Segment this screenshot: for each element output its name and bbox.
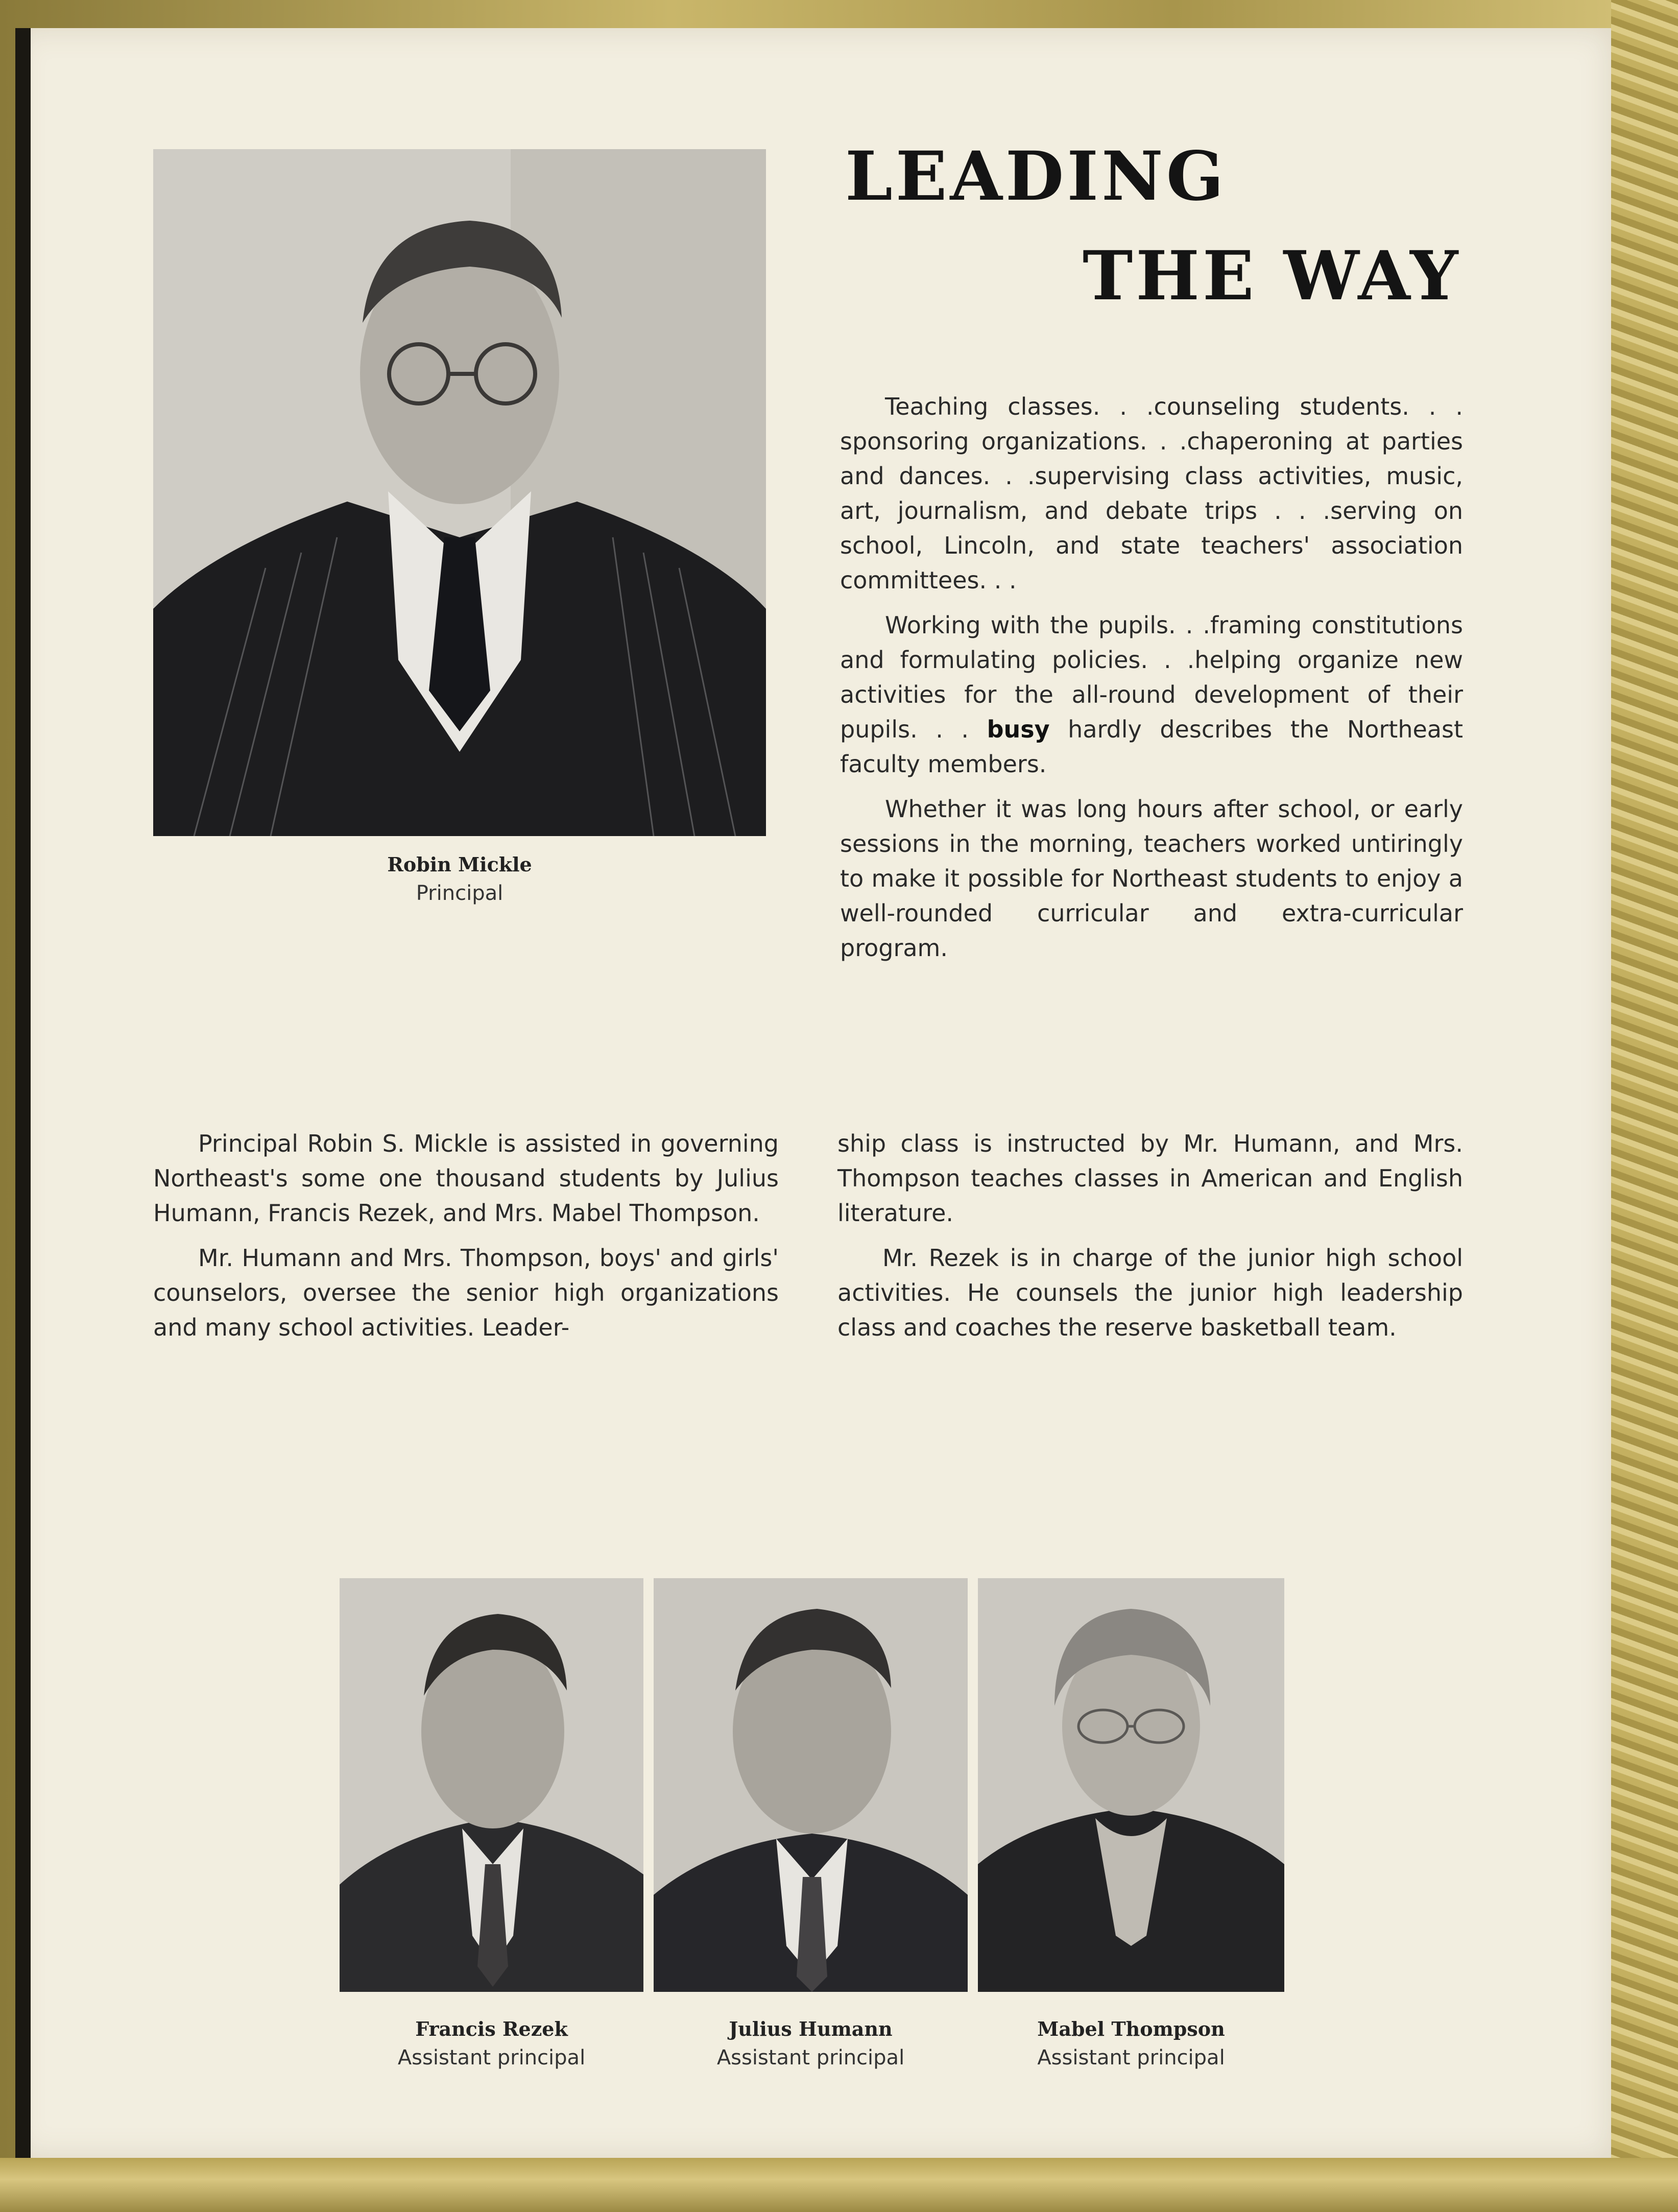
assistant-role-humann: Assistant principal [716, 2046, 905, 2070]
lower-right-paragraph-2: Mr. Rezek is in charge of the junior high school activities. He counsels the junior high leadership class and coaches the reserve basketball team. [837, 1244, 1463, 1341]
intro-paragraph-3: Whether it was long hours after school, or early sessions in the morning, teachers worked untiringly to make it possible for Northeast students to enjoy a well-rounded curricular and extra-curricular program. [840, 795, 1463, 962]
assistant-role-rezek: Assistant principal [397, 2046, 586, 2070]
intro-emphasis: busy [987, 716, 1050, 743]
assistant-role-thompson: Assistant principal [1037, 2046, 1225, 2070]
lower-left-column [153, 1126, 779, 1355]
humann-caption [654, 2015, 968, 2072]
thompson-caption [978, 2015, 1284, 2072]
intro-paragraph-2-start: Working with the pupils. . .framing constitutions and formulating policies. . .helping organize new activities for the all-round development of their pupils. . . [840, 611, 1463, 743]
intro-paragraph-2 [840, 608, 1463, 781]
binding-right-edge [1611, 0, 1678, 2212]
principal-role: Principal [416, 882, 504, 905]
portrait-figure-icon [153, 149, 766, 836]
lower-right-paragraph-1: ship class is instructed by Mr. Humann, and Mrs. Thompson teaches classes in American and English literature. [837, 1130, 1463, 1227]
intro-text [840, 389, 1463, 976]
principal-portrait [153, 149, 766, 836]
page-title-line1: LEADING [845, 137, 1227, 216]
thompson-portrait [978, 1578, 1284, 1992]
yearbook-page [15, 28, 1611, 2158]
binding-bottom-edge [0, 2158, 1678, 2212]
rezek-portrait [340, 1578, 643, 1992]
rezek-caption [340, 2015, 643, 2072]
lower-left-paragraph-1: Principal Robin S. Mickle is assisted in governing Northeast's some one thousand students by Julius Humann, Francis Rezek, and Mrs. Mabel Thompson. [153, 1130, 779, 1227]
lower-left-paragraph-2: Mr. Humann and Mrs. Thompson, boys' and girls' counselors, oversee the senior high organizations and many school activities. Leader- [153, 1244, 779, 1341]
principal-name: Robin Mickle [387, 853, 532, 876]
intro-paragraph-2-end: hardly describes the Northeast faculty members. [840, 716, 1463, 778]
assistant-name-rezek: Francis Rezek [415, 2017, 568, 2040]
portrait-figure-icon [340, 1578, 643, 1992]
assistant-name-humann: Julius Humann [729, 2017, 893, 2040]
intro-paragraph-1: Teaching classes. . .counseling students. . . sponsoring organizations. . .chaperoning at parties and dances. . .supervising class activities, music, art, journalism, and debate trips . . .serving on school, Lincoln, and state teachers' association committees. . . [840, 393, 1463, 594]
page-title-line2: THE WAY [1083, 236, 1461, 316]
humann-portrait [654, 1578, 968, 1992]
portrait-figure-icon [654, 1578, 968, 1992]
page-gutter [15, 28, 31, 2158]
lower-right-column [837, 1126, 1463, 1355]
assistant-name-thompson: Mabel Thompson [1037, 2017, 1225, 2040]
portrait-figure-icon [978, 1578, 1284, 1992]
principal-caption [153, 850, 766, 908]
